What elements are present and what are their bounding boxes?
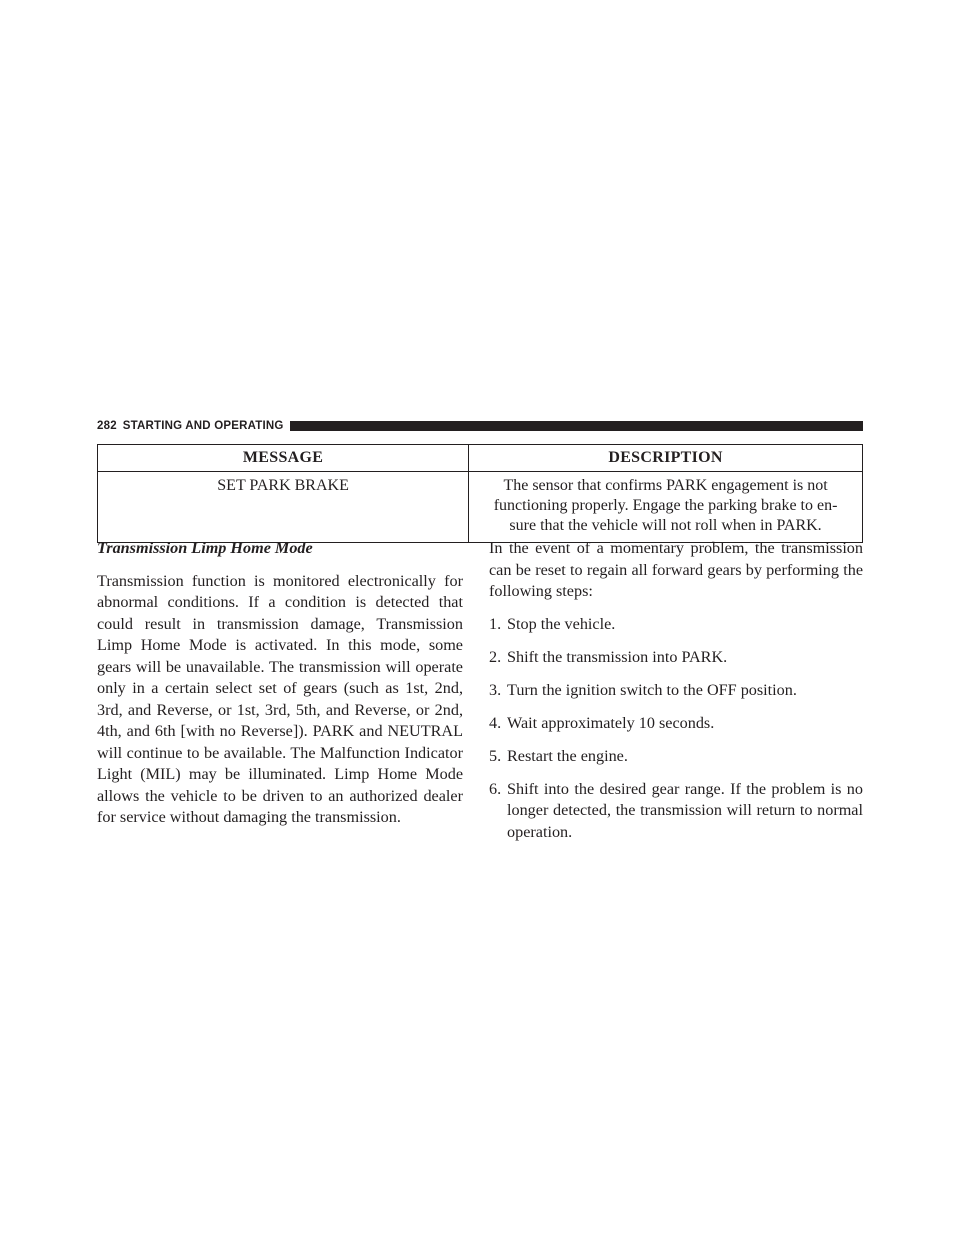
list-item: [489, 680, 863, 702]
right-column: [489, 538, 863, 855]
description-line: functioning properly. Engage the parking brake to en-: [493, 497, 838, 514]
intro-paragraph: In the event of a momentary problem, the transmission can be reset to regain all forward gears by performing the following steps:: [489, 539, 863, 600]
step-number: 2.: [489, 647, 502, 666]
step-number: 1.: [489, 614, 502, 633]
section-heading: Transmission Limp Home Mode: [97, 539, 313, 557]
step-text: Wait approximately 10 seconds.: [507, 713, 715, 732]
column-header-message: MESSAGE: [98, 445, 469, 472]
page-number: 282: [97, 420, 117, 432]
step-text: Shift into the desired gear range. If the problem is no longer detected, the transmission will return to normal operation.: [507, 779, 863, 841]
list-item: [489, 746, 863, 768]
message-table: [97, 444, 863, 543]
step-number: 4.: [489, 713, 502, 732]
step-text: Turn the ignition switch to the OFF position.: [507, 680, 797, 699]
description-cell: [469, 472, 863, 543]
left-column: [97, 538, 463, 829]
step-text: Shift the transmission into PARK.: [507, 647, 728, 666]
page-header: [97, 418, 863, 434]
step-number: 5.: [489, 746, 502, 765]
description-line: The sensor that confirms PARK engagement is not: [503, 477, 828, 494]
message-cell: SET PARK BRAKE: [98, 472, 469, 543]
header-rule: [290, 421, 863, 431]
step-number: 3.: [489, 680, 502, 699]
list-item: [489, 779, 863, 844]
table-header-row: [98, 445, 863, 472]
list-item: [489, 647, 863, 669]
column-header-description: DESCRIPTION: [469, 445, 863, 472]
step-text: Stop the vehicle.: [507, 614, 616, 633]
list-item: [489, 713, 863, 735]
body-paragraph: Transmission function is monitored electronically for abnormal conditions. If a condition is detected that could result in transmission damage, Transmission Limp Home Mode is activated. In this mode, some gears will be unavailable. The transmission will operate only in a certain select set of gears (such as 1st, 2nd, 3rd, and Reverse, or 1st, 3rd, 5th, and Reverse, or 2nd, 4th, and 6th [with no Reverse]). PARK and NEUTRAL will continue to be available. The Malfunction Indicator Light (MIL) may be illuminated. Limp Home Mode allows the vehicle to be driven to an authorized dealer for service without damaging the transmission.: [97, 571, 463, 826]
list-item: [489, 614, 863, 636]
step-text: Restart the engine.: [507, 746, 628, 765]
step-number: 6.: [489, 779, 502, 798]
description-line: sure that the vehicle will not roll when in PARK.: [509, 517, 822, 534]
steps-list: [489, 614, 863, 844]
section-title: STARTING AND OPERATING: [122, 420, 284, 432]
table-row: [98, 472, 863, 543]
